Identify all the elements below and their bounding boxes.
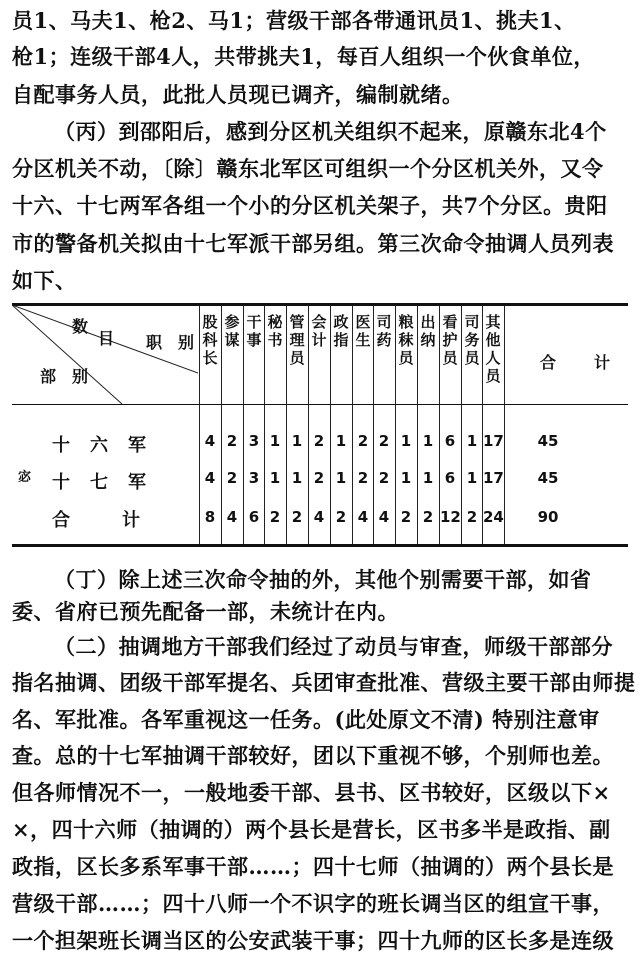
row-total: 45 [537,432,559,450]
table-cell: 17 [483,469,504,487]
column-header: 会计 [311,313,327,349]
corner-label-mu: 目 [98,329,115,348]
column-header: 医生 [355,313,371,349]
table-cell: 1 [291,469,303,487]
column-header: 管理员 [289,313,305,367]
table-cell: 2 [291,508,303,526]
table-cell: 1 [422,469,434,487]
table-cell: 6 [444,432,456,450]
row-label: 十六军 [52,435,166,456]
table-cell: 4 [378,508,390,526]
text-line: 枪1；连级干部4人，共带挑夫1，每百人组织一个伙食单位， [12,44,595,69]
table-cell: 1 [269,432,281,450]
table-cell: 4 [204,432,216,450]
table-cell: 2 [313,432,325,450]
table-cell: 2 [357,469,369,487]
column-header: 其他人员 [485,313,501,385]
text-line: 十六、十七两军各组一个小的分区机关架子，共7个分区。贵阳 [12,193,608,218]
column-rule [504,306,505,544]
table-cell: 2 [378,469,390,487]
text-line: 市的警备机关拟由十七军派干部另组。第三次命令抽调人员列表 [12,231,614,256]
table-cell: 3 [248,469,260,487]
table-cell: 1 [335,432,347,450]
table-cell: 1 [466,432,478,450]
text-line: 查。总的十七军抽调干部较好，团以下重视不够，个别师也差。 [12,743,614,768]
table-cell: 2 [335,508,347,526]
table-cell: 3 [248,432,260,450]
table-cell: 8 [204,508,216,526]
table-cell: 2 [226,432,238,450]
table-cell: 2 [466,508,478,526]
column-header: 秘书 [267,313,283,349]
column-header: 出纳 [420,313,436,349]
table-cell: 4 [204,469,216,487]
table-cell: 6 [444,469,456,487]
text-line: 员1、马夫1、枪2、马1；营级干部各带通讯员1、挑夫1、 [12,8,576,33]
text-line: 如下、 [12,268,77,293]
text-line: 名、军批准。各军重视这一任务。(此处原文不清) 特别注意审 [12,707,600,732]
table-cell: 1 [335,469,347,487]
corner-label-bubie: 部 别 [40,367,89,386]
text-line: 委、省府已预先配备一部，未统计在内。 [12,599,399,624]
column-header: 股科长 [202,313,218,367]
table-cell: 2 [400,508,412,526]
table-cell: 4 [313,508,325,526]
header-diagonal-lines [12,305,198,405]
column-header: 参谋 [224,313,240,349]
text-line: 营级干部……；四十八师一个不识字的班长调当区的组宣干事， [12,891,614,916]
text-line: 分区机关不动，〔除〕赣东北军区可组织一个分区机关外，又令 [12,156,604,181]
column-header: 粮秣员 [398,313,414,367]
total-column-header: 合 计 [540,353,613,372]
text-line: ×，四十六师（抽调的）两个县长是营长，区书多半是政指、副 [12,817,611,842]
table-cell: 2 [378,432,390,450]
table-cell: 2 [269,508,281,526]
table-cell: 1 [400,469,412,487]
row-label: 合计 [52,510,192,531]
table-cell: 1 [400,432,412,450]
paragraph-start-line: （二）抽调地方干部我们经过了动员与审查，师级干部部分 [54,634,613,659]
paragraph-start-line: （丙）到邵阳后，感到分区机关组织不起来，原赣东北4个 [54,119,607,144]
table-cell: 24 [483,508,504,526]
row-total: 90 [537,508,559,526]
column-header: 干事 [246,313,262,349]
text-line: 但各师情况不一，一般地委干部、县书、区书较好，区级以下× [12,780,611,805]
column-header: 司药 [376,313,392,349]
table-cell: 12 [440,508,461,526]
corner-label-zhibie: 职 别 [146,333,195,352]
table-cell: 4 [226,508,238,526]
text-line: 自配事务人员，此批人员现已调齐，编制就绪。 [12,82,464,107]
text-line: 一个担架班长调当区的公安武装干事；四十九师的区长多是连级 [12,928,614,953]
table-cell: 17 [483,432,504,450]
table-cell: 1 [466,469,478,487]
row-label: 十七军 [52,472,166,493]
table-cell: 1 [269,469,281,487]
row-total: 45 [537,469,559,487]
corner-label-shu: 数 [72,317,89,336]
paragraph-start-line: （丁）除上述三次命令抽的外，其他个别需要干部，如省 [54,567,592,592]
text-line: 指名抽调、团级干部军提名、兵团审查批准、营级主要干部由师提 [12,670,636,695]
table-cell: 2 [357,432,369,450]
column-header: 政指 [333,313,349,349]
text-line: 政指，区长多系军事干部……；四十七师（抽调的）两个县长是 [12,854,614,879]
table-cell: 6 [248,508,260,526]
table-bottom-rule [12,544,628,547]
table-cell: 1 [291,432,303,450]
column-header: 看护员 [442,313,458,367]
table-cell: 2 [226,469,238,487]
table-cell: 2 [422,508,434,526]
table-cell: 4 [357,508,369,526]
margin-note: 宓 [18,470,32,485]
column-header: 司务员 [464,313,480,367]
table-cell: 2 [313,469,325,487]
table-cell: 1 [422,432,434,450]
